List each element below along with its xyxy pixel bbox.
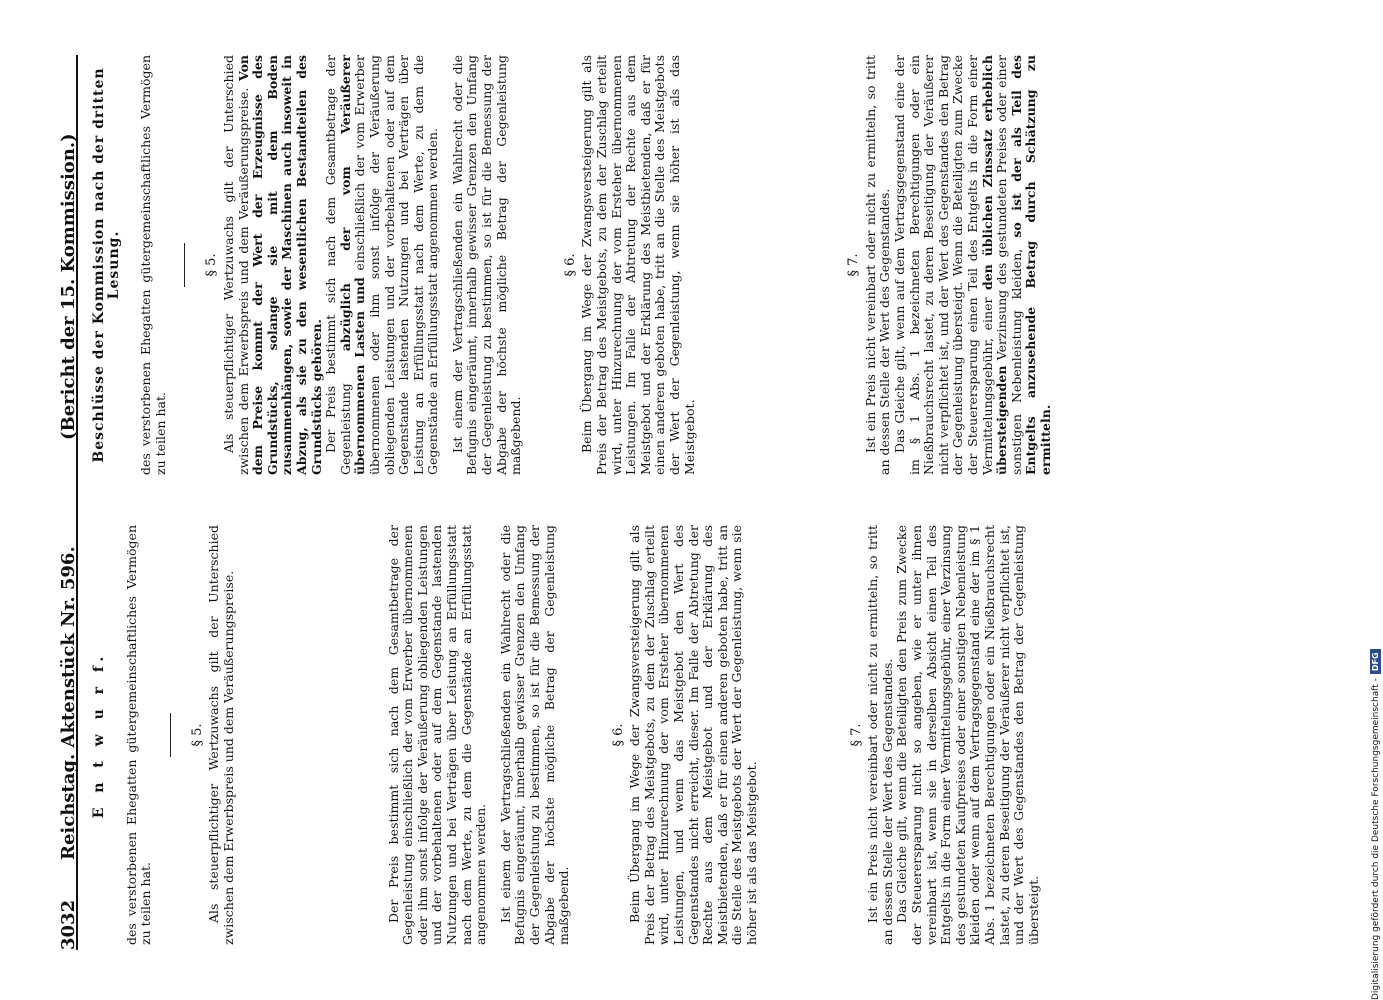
resolutions-section-6-p1: Beim Übergang im Wege der Zwangsversteigerung gilt als Preis der Betrag des Meistgebots, zu dem der Zuschlag erteilt wird, unter Hinzurechnung der vom Ersteher übernommenen Leistungen. Im Falle der Abtretung der Rechte aus dem Meistgebot und der Erklärung des Meistbietenden, daß er für einen anderen geboten habe, tritt an die Stelle des Meistgebots der Wert der Gegenleistung, wenn sie höher ist als das Meistgebot. — [579, 55, 697, 475]
resolutions-column — [92, 55, 1272, 475]
resolutions-section-5-p2-text-a: Der Preis bestimmt sich nach dem Gesamtbetrage der Gegenleistung — [323, 55, 353, 475]
header-rule — [76, 55, 78, 950]
resolutions-intro: des verstorbenen Ehegatten gütergemeinschaftliches Vermögen zu teilen hat. — [138, 55, 168, 475]
divider — [170, 713, 171, 757]
resolutions-section-7-heading: § 7. — [846, 253, 862, 277]
resolutions-section-6-heading: § 6. — [562, 253, 578, 277]
divider — [184, 243, 185, 287]
draft-section-5-heading: § 5. — [189, 723, 205, 747]
resolutions-section-7-p1: Ist ein Preis nicht vereinbart oder nicht zu ermitteln, so tritt an dessen Stelle der Wert des Gegenstandes. — [862, 55, 893, 475]
resolutions-section-7-p2-bold-2: so ist der als Teil des Entgelts anzusehende Betrag durch Schätzung zu ermitteln. — [1008, 55, 1053, 475]
resolutions-section-5-p2-bold: abzüglich der vom Veräußerer übernommenen Lasten und — [337, 55, 368, 475]
credit-text: Digitalisierung gefördert durch die Deutsche Forschungsgemeinschaft - — [1370, 678, 1381, 1000]
resolutions-section-5-p1 — [222, 55, 324, 475]
resolutions-section-7-p2 — [893, 55, 1054, 475]
page-number: 3032 — [58, 899, 79, 950]
resolutions-section-5-p3: Ist einem der Vertragschließenden ein Wahlrecht oder die Befugnis eingeräumt, innerhalb gewisser Grenzen den Umfang der Gegenleistung zu bestimmen, so ist für die Bemessung der Abgabe der höchste mögliche Betrag der Gegenleistung maßgebend. — [449, 55, 524, 475]
draft-heading: E n t w u r f. — [91, 651, 107, 819]
document-title: Reichstag. Aktenstück Nr. 596. — [58, 546, 79, 860]
resolutions-section-5-p2 — [324, 55, 441, 475]
draft-section-6-heading: § 6. — [610, 723, 626, 747]
document-subtitle: (Bericht der 15. Kommission.) — [58, 133, 79, 440]
draft-section-7-heading: § 7. — [848, 723, 864, 747]
draft-section-6-p1: Beim Übergang im Wege der Zwangsversteigerung gilt als Preis der Betrag des Meistgebots, zu dem der Zuschlag erteilt wird, unter Hinzurechnung der vom Ersteher übernommenen Leistungen, und wenn das Meistgebot den Wert des Gegenstandes nicht erreicht, dieser. Im Falle der Abtretung der Rechte aus dem Meistgebot und der Erklärung des Meistbietenden, daß er für einen anderen geboten habe, tritt an die Stelle des Meistgebots der Wert der Gegenleistung, wenn sie höher ist als das Meistgebot. — [627, 525, 760, 945]
resolutions-heading: Beschlüsse der Kommission nach der dritten Lesung. — [91, 67, 122, 463]
draft-section-7-p2: Das Gleiche gilt, wenn die Beteiligten den Preis zum Zwecke der Steuerersparung nicht so angeben, wie er unter ihnen vereinbart ist, wenn sie in derselben Absicht einen Teil des Entgelts in die Form einer Vermittelungsgebühr, einer Verzinsung des gestundeten Kaufpreises oder einer sonstigen Nebenleistung kleiden oder wenn auf dem Vertragsgegenstand eine der im § 1 Abs. 1 bezeichneten Berechtigungen oder ein Nießbrauchsrecht lastet, zu deren Beseitigung der Veräußerer nicht verpflichtet ist, und der Wert des Gegenstandes den Betrag der Gegenleistung übersteigt. — [894, 525, 1041, 945]
resolutions-section-7-p2-text-b: Verzinsung des gestundeten Preises oder einer sonstigen Nebenleistung kleiden, — [994, 55, 1024, 475]
resolutions-section-5-p1-bold: Von dem Preise kommt der Wert der Erzeugnisse des Grundstücks, solange sie mit dem Boden zusammenhängen, sowie der Maschinen auch insoweit in Abzug, als sie zu den wesentlichen Bestandteilen des Grundstücks gehören. — [235, 55, 324, 475]
page-header — [58, 50, 88, 950]
dfg-logo: DFG — [1370, 649, 1381, 674]
draft-section-5-p1: Als steuerpflichtiger Wertzuwachs gilt der Unterschied zwischen dem Erwerbspreis und dem Veräußerungspreise. — [206, 525, 236, 945]
resolutions-section-5-heading: § 5. — [204, 253, 220, 277]
digitization-credit — [1370, 600, 1381, 1000]
draft-intro: des verstorbenen Ehegatten gütergemeinschaftliches Vermögen zu teilen hat. — [123, 525, 154, 945]
draft-section-5-p2: Der Preis bestimmt sich nach dem Gesamtbetrage der Gegenleistung einschließlich der vom Erwerber übernommenen oder ihm sonst infolge der Veräußerung obliegenden Leistungen und der vorbehaltenen oder auf dem Gegenstande lastenden Nutzungen und bei Verträgen über Leistung an Erfüllungsstatt nach dem Werte, zu dem die Gegenstände an Erfüllungsstatt angenommen werden. — [385, 525, 489, 945]
resolutions-section-7-p2-text-a: Das Gleiche gilt, wenn auf dem Vertragsgegenstand eine der im § 1 Abs. 1 bezeichneten Berechtigungen oder ein Nießbrauchsrecht lastet, zu deren Beseitigung der Veräußerer nicht verpflichtet ist, und der Wert des Gegenstandes den Betrag der Gegenleistung übersteigt. Wenn die Beteiligten zum Zwecke der Steuerersparung einen Teil des Entgelts in die Form einer Vermittelungsgebühr, einer — [891, 55, 995, 475]
resolutions-section-5-p2-text-b: einschließlich der vom Erwerber übernommenen oder ihm sonst infolge der Veräußerung obliegenden Leistungen und der vorbehaltenen oder auf dem Gegenstande lastenden Nutzungen und bei Verträgen über Leistung an Erfüllungsstatt nach dem Werte, zu dem die Gegenstände an Erfüllungsstatt angenommen werden. — [352, 55, 441, 475]
draft-column — [92, 525, 1272, 945]
draft-section-7-p1: Ist ein Preis nicht vereinbart oder nicht zu ermitteln, so tritt an dessen Stelle der Wert des Gegenstandes. — [865, 525, 895, 945]
draft-section-5-p3: Ist einem der Vertragschließenden ein Wahlrecht oder die Befugnis eingeräumt, innerhalb gewisser Grenzen den Umfang der Gegenleistung zu bestimmen, so ist für die Bemessung der Abgabe der höchste mögliche Betrag der Gegenleistung maßgebend. — [497, 525, 572, 945]
resolutions-section-7-p2-bold-1: den üblichen Zinssatz erheblich übersteigenden — [979, 55, 1010, 475]
resolutions-section-5-p1-text: Als steuerpflichtiger Wertzuwachs gilt der Unterschied zwischen dem Erwerbspreis und dem Veräußerungspreise. — [220, 55, 251, 475]
